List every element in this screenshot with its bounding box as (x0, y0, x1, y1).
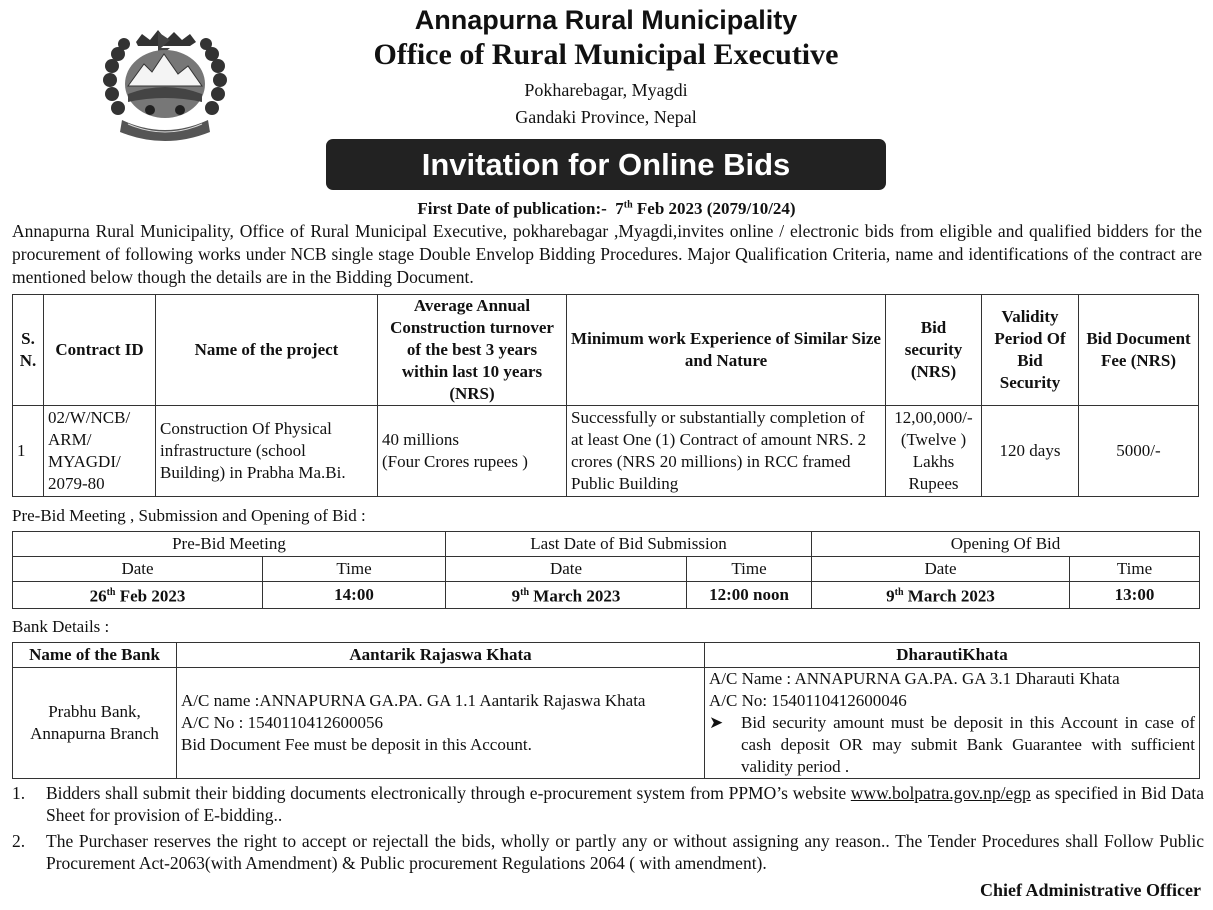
table-row (13, 406, 1199, 497)
schedule-label: Pre-Bid Meeting , Submission and Opening of Bid : (12, 506, 366, 525)
publication-date: First Date of publication:- 7th Feb 2023 (2079/10/24) (417, 199, 796, 218)
row-bid-security: 12,00,000/- (Twelve ) Lakhs Rupees (886, 406, 982, 497)
signature: Chief Administrative Officer (980, 880, 1201, 900)
header-turnover: Average Annual Construction turnover of the best 3 years within last 10 years (NRS) (378, 295, 567, 406)
org-name: Annapurna Rural Municipality (414, 5, 798, 35)
header-project: Name of the project (156, 295, 378, 406)
header-bid-security: Bid security (NRS) (886, 295, 982, 406)
intro-paragraph: Annapurna Rural Municipality, Office of Rural Municipal Executive, pokharebagar ,Myagdi,invites online / electronic bids from eligible and qualified bidders for the procurement of following works under NCB single stage Double Envelop Bidding Procedures. Major Qualification Criteria, name and identifications of the contract are mentioned below though the details are in the Bidding Document. (12, 221, 1202, 287)
opening-header: Opening Of Bid (812, 532, 1200, 557)
arrow-bullet-icon: ➤ (709, 713, 724, 732)
prebid-time: 14:00 (263, 582, 446, 609)
municipality-emblem (98, 24, 232, 144)
row-turnover: 40 millions (Four Crores rupees ) (378, 406, 567, 497)
note-item: 2. The Purchaser reserves the right to accept or rejectall the bids, wholly or partly any or without assigning any reason.. The Tender Procedures shall Follow Public Procurement Act-2063(with Amendment) & Public procurement Regulations 2064 ( with amendment). (12, 831, 1204, 873)
row-sn: 1 (13, 406, 44, 497)
time-header: Time (1070, 557, 1200, 582)
prebid-header: Pre-Bid Meeting (13, 532, 446, 557)
row-contract-id: 02/W/NCB/ ARM/ MYAGDI/ 2079-80 (44, 406, 156, 497)
ppmo-website-link[interactable]: www.bolpatra.gov.np/egp (850, 783, 1031, 803)
dharauti-header: DharautiKhata (705, 643, 1200, 668)
opening-date: 9th March 2023 (812, 582, 1070, 609)
bank-label: Bank Details : (12, 617, 110, 636)
submission-time: 12:00 noon (687, 582, 812, 609)
banner-title: Invitation for Online Bids (326, 139, 886, 190)
bank-name-header: Name of the Bank (13, 643, 177, 668)
submission-date: 9th March 2023 (446, 582, 687, 609)
time-header: Time (687, 557, 812, 582)
dharauti-details: A/C Name : ANNAPURNA GA.PA. GA 3.1 Dharauti Khata A/C No: 1540110412600046 ➤ Bid security amount must be deposit in this Account in case of cash deposit OR may submit Bank Guarantee with sufficient validity period . (705, 668, 1200, 779)
header-contract-id: Contract ID (44, 295, 156, 406)
row-project: Construction Of Physical infrastructure (school Building) in Prabha Ma.Bi. (156, 406, 378, 497)
bank-name: Prabhu Bank, Annapurna Branch (13, 668, 177, 779)
contract-table (12, 294, 1199, 497)
row-validity: 120 days (982, 406, 1079, 497)
header-doc-fee: Bid Document Fee (NRS) (1079, 295, 1199, 406)
submission-header: Last Date of Bid Submission (446, 532, 812, 557)
office-name: Office of Rural Municipal Executive (373, 38, 839, 71)
header-validity: Validity Period Of Bid Security (982, 295, 1079, 406)
date-header: Date (446, 557, 687, 582)
prebid-date: 26th Feb 2023 (13, 582, 263, 609)
schedule-table (12, 531, 1200, 609)
aantarik-header: Aantarik Rajaswa Khata (177, 643, 705, 668)
time-header: Time (263, 557, 446, 582)
header-experience: Minimum work Experience of Similar Size and Nature (567, 295, 886, 406)
note-item: 1. Bidders shall submit their bidding documents electronically through e-procurement system from PPMO’s website www.bolpatra.gov.np/egp as specified in Bid Data Sheet for provision of E-bidding.. (12, 783, 1204, 825)
aantarik-details: A/C name :ANNAPURNA GA.PA. GA 1.1 Aantarik Rajaswa Khata A/C No : 1540110412600056 Bid Document Fee must be deposit in this Account. (177, 668, 705, 779)
address-line2: Gandaki Province, Nepal (515, 107, 697, 127)
row-experience: Successfully or substantially completion of at least One (1) Contract of amount NRS. 2 crores (NRS 20 millions) in RCC framed Public Building (567, 406, 886, 497)
notes-list (12, 782, 1204, 878)
date-header: Date (812, 557, 1070, 582)
date-header: Date (13, 557, 263, 582)
header-sn: S. N. (13, 295, 44, 406)
opening-time: 13:00 (1070, 582, 1200, 609)
bank-table (12, 642, 1200, 779)
address-line1: Pokharebagar, Myagdi (524, 80, 688, 100)
row-doc-fee: 5000/- (1079, 406, 1199, 497)
